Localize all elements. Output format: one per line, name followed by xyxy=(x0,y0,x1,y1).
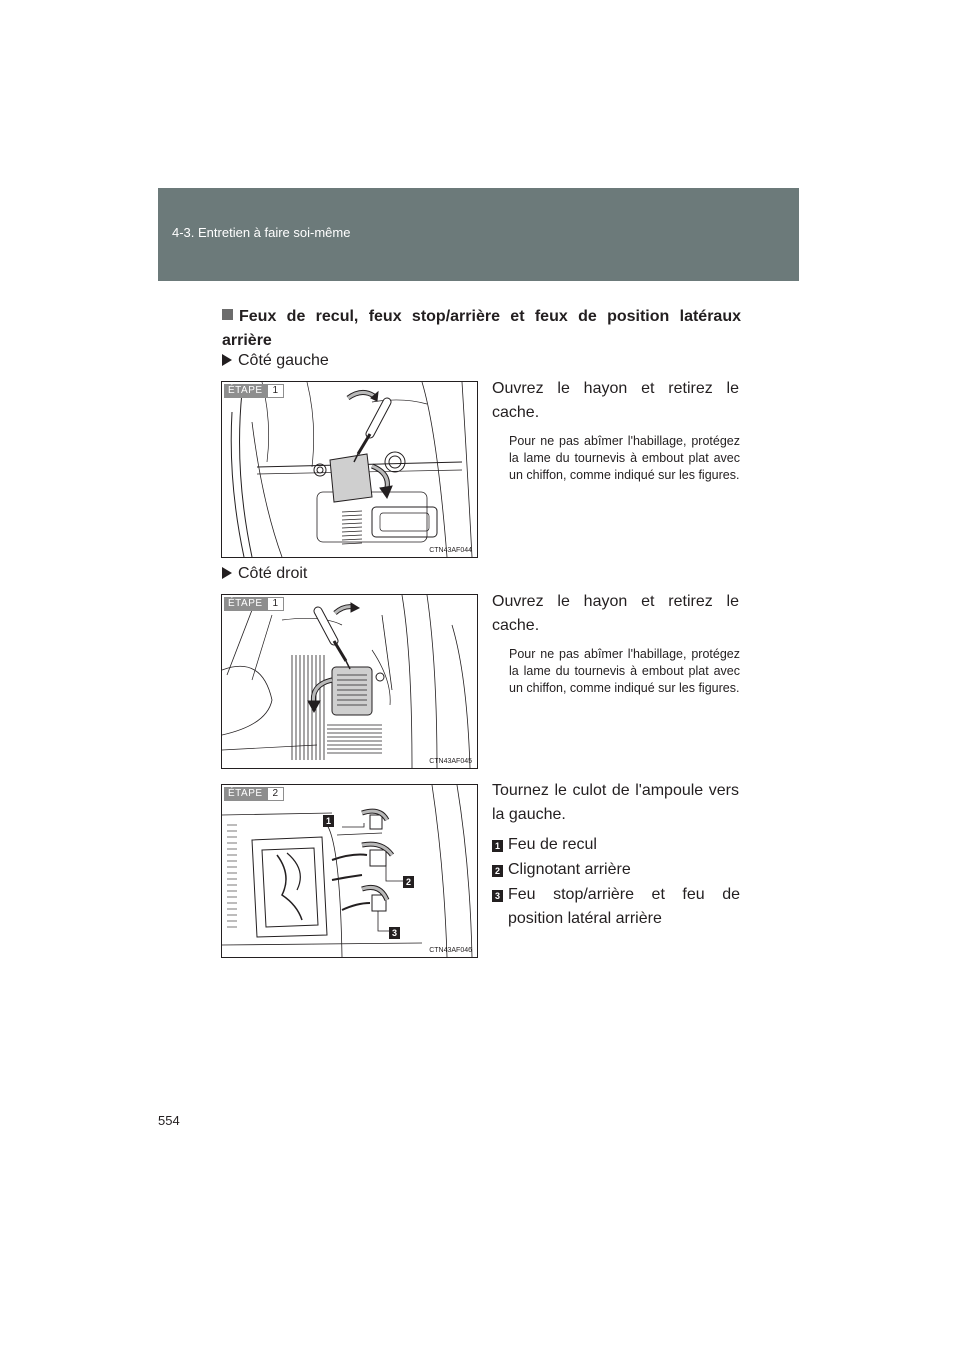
list-item: 1 Feu de recul xyxy=(492,833,740,857)
section-title: Feux de recul, feux stop/arrière et feux de position latéraux arrière xyxy=(222,308,741,349)
chapter-header xyxy=(158,188,799,281)
illustration-bulb-sockets xyxy=(222,785,477,957)
step2-instruction: Tournez le culot de l'ampoule vers la gauche. xyxy=(492,782,739,823)
figure-step-2 xyxy=(221,784,478,958)
figure-code: CTN43AF046 xyxy=(429,947,472,954)
callout-3: 3 xyxy=(389,927,400,939)
page-number: 554 xyxy=(158,1113,180,1128)
illustration-right-side xyxy=(222,595,477,768)
step-badge: ÉTAPE 1 xyxy=(224,384,284,398)
figure-code: CTN43AF045 xyxy=(429,758,472,765)
square-bullet-icon xyxy=(222,309,233,320)
right-note: Pour ne pas abîmer l'habillage, protégez la lame du tournevis à embout plat avec un chiffon, comme indiqué sur les figures. xyxy=(509,647,740,695)
chapter-title: 4-3. Entretien à faire soi-même xyxy=(172,225,351,240)
triangle-bullet-icon xyxy=(222,354,232,366)
figure-left-side xyxy=(221,381,478,558)
list-item: 3 Feu stop/arrière et feu de position latéral arrière xyxy=(492,883,740,931)
left-side-heading: Côté gauche xyxy=(222,352,329,370)
illustration-left-side xyxy=(222,382,477,557)
triangle-bullet-icon xyxy=(222,567,232,579)
left-note: Pour ne pas abîmer l'habillage, protégez la lame du tournevis à embout plat avec un chiffon, comme indiqué sur les figures. xyxy=(509,434,740,482)
list-item: 2 Clignotant arrière xyxy=(492,858,740,882)
step-badge: ÉTAPE 1 xyxy=(224,597,284,611)
right-side-heading: Côté droit xyxy=(222,565,307,583)
left-instruction: Ouvrez le hayon et retirez le cache. xyxy=(492,380,739,421)
step-badge: ÉTAPE 2 xyxy=(224,787,284,801)
callout-1: 1 xyxy=(323,815,334,827)
figure-right-side xyxy=(221,594,478,769)
figure-code: CTN43AF044 xyxy=(429,547,472,554)
right-instruction: Ouvrez le hayon et retirez le cache. xyxy=(492,593,739,634)
callout-2: 2 xyxy=(403,876,414,888)
